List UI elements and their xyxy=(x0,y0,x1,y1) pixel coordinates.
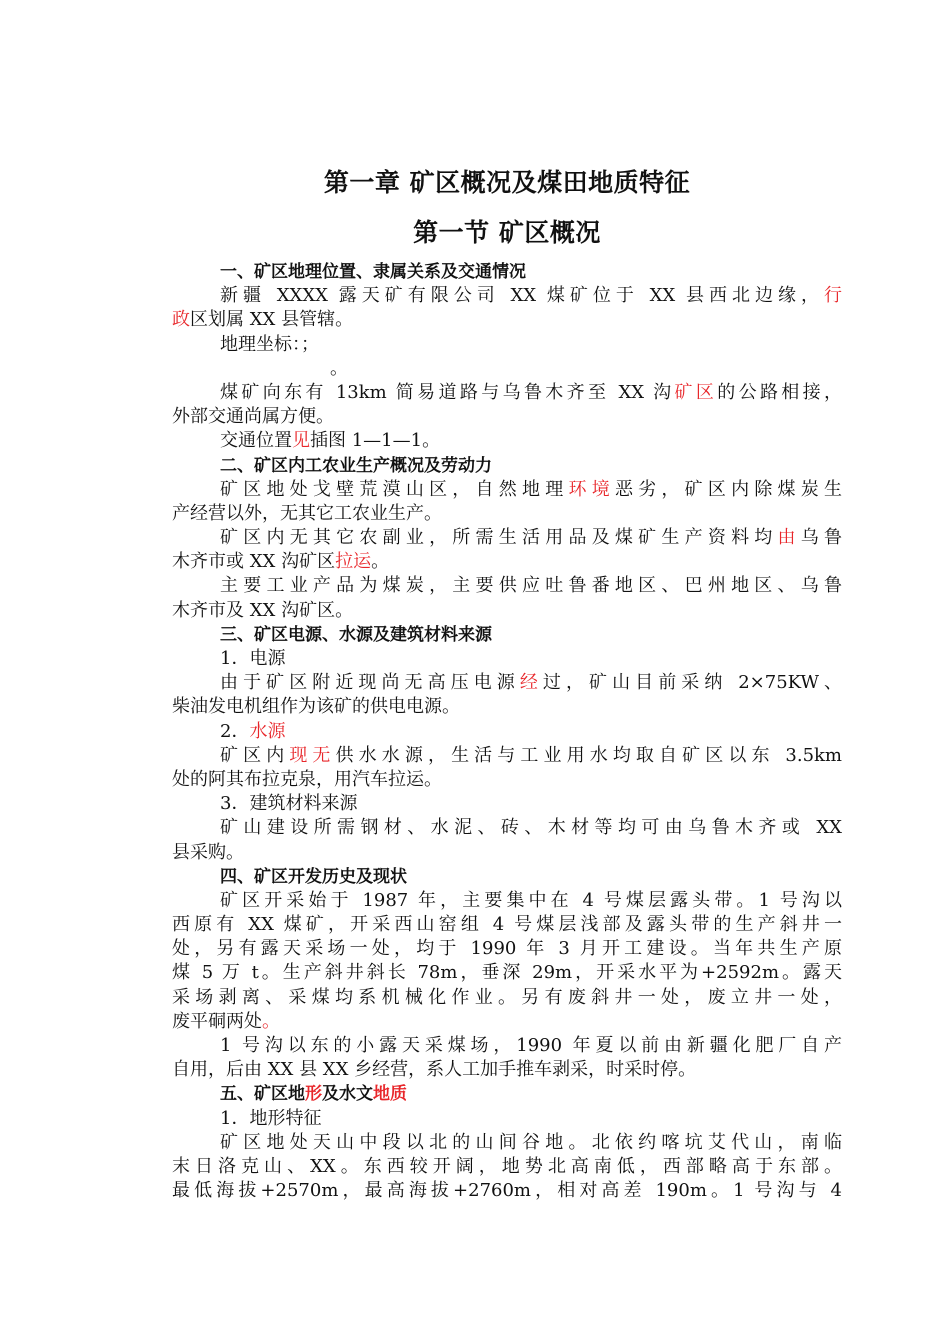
s2-paragraph-3-line-1: 主要工业产品为煤炭，主要供应吐鲁番地区、巴州地区、乌鲁 xyxy=(220,575,842,597)
s1-coordinates-end: 。 xyxy=(330,357,348,379)
s1-paragraph-1-line-2: 政区划属 XX 县管辖。 xyxy=(172,309,354,331)
s3-subheading-power: 1．电源 xyxy=(220,648,286,669)
s2-paragraph-1-line-1: 矿区地处戈壁荒漠山区，自然地理环境恶劣，矿区内除煤炭生 xyxy=(220,478,842,500)
s4-paragraph-2-line-1: 1 号沟以东的小露天采煤场，1990 年夏以前由新疆化肥厂自产 xyxy=(220,1035,842,1056)
s4-paragraph-1-line-6: 废平硐两处。 xyxy=(172,1010,280,1032)
heading-s2: 二、矿区内工农业生产概况及劳动力 xyxy=(220,455,492,476)
s4-paragraph-1-line-5: 采场剥离、采煤均系机械化作业。另有废斜井一处，废立井一处， xyxy=(172,986,842,1008)
s1-paragraph-3: 交通位置见插图 1—1—1。 xyxy=(220,430,441,452)
heading-s4: 四、矿区开发历史及现状 xyxy=(220,866,407,887)
document-body xyxy=(172,155,842,1203)
s5-paragraph-1-line-3: 最低海拔+2570m，最高海拔+2760m，相对高差 190m。1 号沟与 4 xyxy=(172,1180,842,1202)
s3-paragraph-2-line-1: 矿区内现无供水水源，生活与工业用水均取自矿区以东 3.5km xyxy=(220,744,842,766)
s3-paragraph-1-line-2: 柴油发电机组作为该矿的供电电源。 xyxy=(172,696,460,718)
s1-paragraph-2-line-2: 外部交通尚属方便。 xyxy=(172,406,334,428)
s3-paragraph-3-line-2: 县采购。 xyxy=(172,841,244,863)
s3-subheading-materials: 3．建筑材料来源 xyxy=(220,793,358,815)
s4-paragraph-1-line-2: 西原有 XX 煤矿，开采西山窑组 4 号煤层浅部及露头带的生产斜井一 xyxy=(172,914,842,936)
heading-s1: 一、矿区地理位置、隶属关系及交通情况 xyxy=(220,262,526,282)
s5-paragraph-1-line-2: 末日洛克山、XX。东西较开阔，地势北高南低，西部略高于东部。 xyxy=(172,1155,842,1177)
s4-paragraph-1-line-4: 煤 5 万 t。生产斜井斜长 78m，垂深 29m，开采水平为+2592m。露天 xyxy=(172,962,842,984)
chapter-title: 第一章 矿区概况及煤田地质特征 xyxy=(323,168,691,197)
s4-paragraph-1-line-3: 处，另有露天采场一处，均于 1990 年 3 月开工建设。当年共生产原 xyxy=(172,938,842,960)
s3-paragraph-1-line-1: 由于矿区附近现尚无高压电源经过，矿山目前采纳 2×75KW、 xyxy=(220,672,842,694)
section-title: 第一节 矿区概况 xyxy=(413,218,601,247)
s2-paragraph-2-line-1: 矿区内无其它农副业，所需生活用品及煤矿生产资料均由乌鲁 xyxy=(220,527,842,549)
s1-coordinates: 地理坐标：； xyxy=(220,333,319,355)
s3-paragraph-2-line-2: 处的阿其布拉克泉，用汽车拉运。 xyxy=(172,768,442,790)
heading-s3: 三、矿区电源、水源及建筑材料来源 xyxy=(220,624,492,645)
heading-s5: 五、矿区地形及水文地质 xyxy=(220,1084,407,1105)
s2-paragraph-2-line-2: 木齐市或 XX 沟矿区拉运。 xyxy=(172,551,390,573)
s4-paragraph-2-line-2: 自用，后由 XX 县 XX 乡经营，系人工加手推车剥采，时采时停。 xyxy=(172,1059,697,1081)
s1-paragraph-1-line-1: 新疆 XXXX 露天矿有限公司 XX 煤矿位于 XX 县西北边缘，行 xyxy=(220,285,842,307)
s3-subheading-water: 2．水源 xyxy=(220,720,286,742)
s1-paragraph-2-line-1: 煤矿向东有 13km 简易道路与乌鲁木齐至 XX 沟矿区的公路相接， xyxy=(220,381,842,403)
s4-paragraph-1-line-1: 矿区开采始于 1987 年，主要集中在 4 号煤层露头带。1 号沟以 xyxy=(220,889,842,911)
s3-paragraph-3-line-1: 矿山建设所需钢材、水泥、砖、木材等均可由乌鲁木齐或 XX xyxy=(220,817,842,839)
s2-paragraph-1-line-2: 产经营以外，无其它工农业生产。 xyxy=(172,502,442,524)
s5-subheading-terrain: 1．地形特征 xyxy=(220,1107,322,1129)
s5-paragraph-1-line-1: 矿区地处天山中段以北的山间谷地。北依约喀坑艾代山，南临 xyxy=(220,1131,842,1153)
s2-paragraph-3-line-2: 木齐市及 XX 沟矿区。 xyxy=(172,599,354,621)
